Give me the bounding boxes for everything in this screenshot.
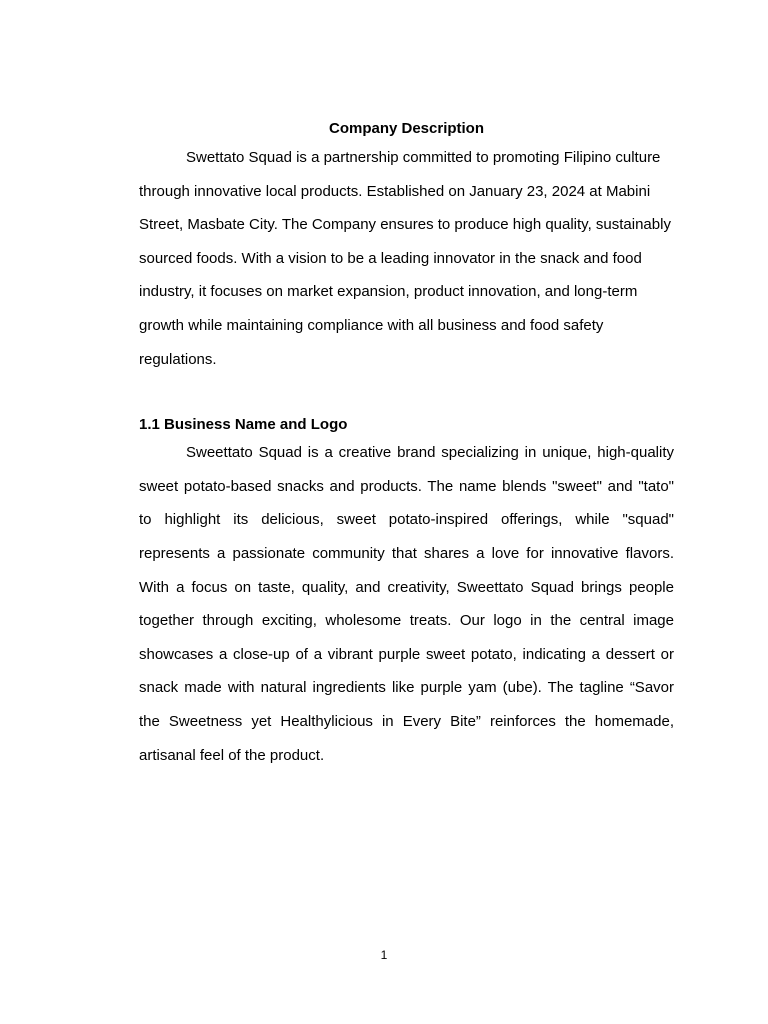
section-heading-business-name: 1.1 Business Name and Logo: [139, 416, 348, 434]
page-number: 1: [380, 948, 388, 962]
business-name-paragraph: Sweettato Squad is a creative brand specializing in unique, high-quality sweet potato-based snacks and products. The name blends "sweet" and "tato" to highlight its delicious, sweet potato-inspired offerings, while "squad" represents a passionate community that shares a love for innovative flavors. With a focus on taste, quality, and creativity, Sweettato Squad brings people together through exciting, wholesome treats. Our logo in the central image showcases a close-up of a vibrant purple sweet potato, indicating a dessert or snack made with natural ingredients like purple yam (ube). The tagline “Savor the Sweetness yet Healthylicious in Every Bite” reinforces the homemade, artisanal feel of the product.: [139, 444, 674, 764]
company-description-paragraph: Swettato Squad is a partnership committed to promoting Filipino culture through innovative local products. Established on January 23, 2024 at Mabini Street, Masbate City. The Company ensures to produce high quality, sustainably sourced foods. With a vision to be a leading innovator in the snack and food industry, it focuses on market expansion, product innovation, and long-term growth while maintaining compliance with all business and food safety regulations.: [139, 149, 671, 368]
page-title: Company Description: [328, 120, 485, 137]
document-body: [139, 118, 674, 772]
section-spacer: [139, 376, 674, 414]
